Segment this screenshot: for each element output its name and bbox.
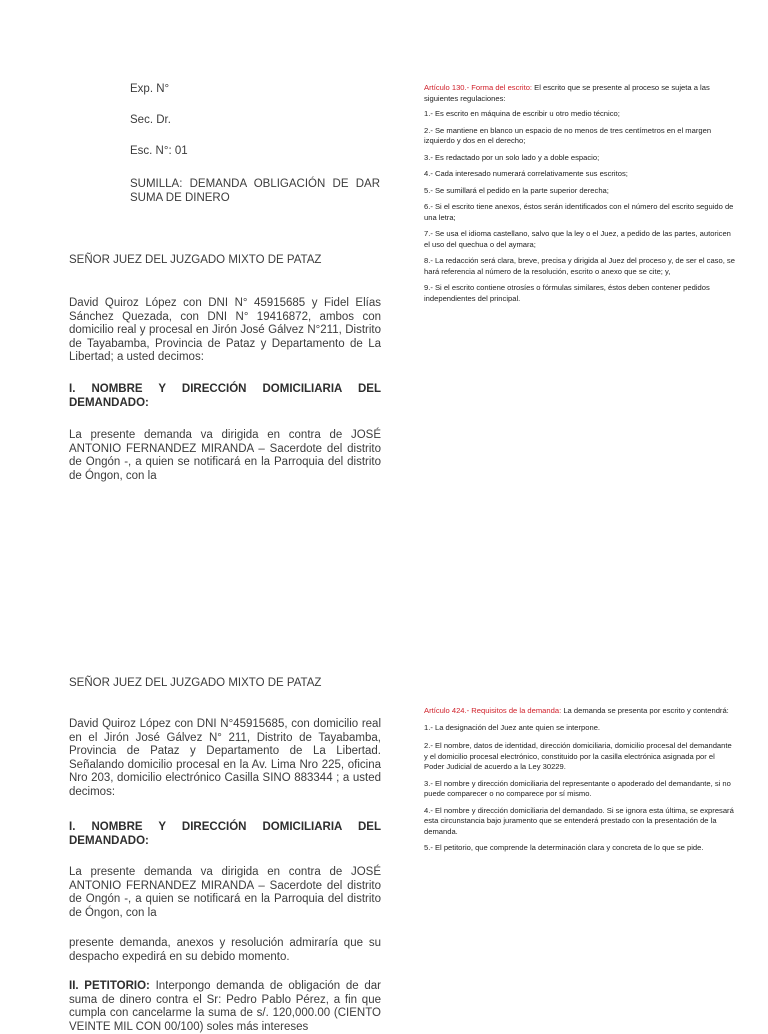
secretary-label: Sec. Dr.	[130, 114, 171, 126]
note-item: 1.- La designación del Juez ante quien se interpone.	[424, 722, 601, 732]
article-lead: El escrito que se presente al proceso se sujeta a las siguientes regulaciones:	[424, 83, 710, 103]
note-item: 5.- El petitorio, que comprende la determinación clara y concreta de lo que se pide.	[424, 843, 704, 852]
demandado-paragraph: La presente demanda va dirigida en contra de JOSÉ ANTONIO FERNANDEZ MIRANDA – Sacerdote del distrito de Ongón -, a quien se notificará en la Parroquia del distrito de Óngon, con la	[69, 866, 381, 919]
continuation-paragraph: presente demanda, anexos y resolución admiraría que su despacho expedirá en su debido momento.	[69, 937, 381, 963]
addressee: SEÑOR JUEZ DEL JUZGADO MIXTO DE PATAZ	[69, 677, 322, 689]
demandado-paragraph: La presente demanda va dirigida en contra de JOSÉ ANTONIO FERNANDEZ MIRANDA – Sacerdote del distrito de Ongón -, a quien se notificará en la Parroquia del distrito de Óngon, con la	[69, 429, 381, 482]
note-item: 2.- El nombre, datos de identidad, dirección domiciliaria, domicilio procesal del demandante y el domicilio procesal electrónico, constituido por la casilla electrónica asignada por el Poder Judicial de acuerdo a la Ley 30229.	[424, 741, 732, 771]
note-item: 3.- Es redactado por un solo lado y a doble espacio;	[424, 152, 600, 162]
section-heading-demandado: I. NOMBRE Y DIRECCIÓN DOMICILIARIA DEL DEMANDADO:	[69, 821, 381, 847]
petitorio-label: II. PETITORIO:	[69, 980, 150, 992]
sumilla: SUMILLA: DEMANDA OBLIGACIÓN DE DAR SUMA DE DINERO	[130, 178, 380, 204]
petitorio-paragraph	[69, 980, 381, 1034]
note-item: 1.- Es escrito en máquina de escribir u otro medio técnico;	[424, 109, 620, 118]
note-item: 5.- Se sumillará el pedido en la parte superior derecha;	[424, 185, 609, 195]
note-item: 7.- Se usa el idioma castellano, salvo que la ley o el Juez, a pedido de las partes, autoricen el uso del quechua o del aymara;	[424, 229, 731, 249]
note-intro	[424, 83, 736, 104]
escrito-number: Esc. N°: 01	[130, 145, 188, 157]
note-item: 2.- Se mantiene en blanco un espacio de no menos de tres centímetros en el margen izquierdo y dos en el derecho;	[424, 125, 712, 145]
note-intro	[424, 706, 736, 717]
margin-note-articulo-424	[424, 706, 736, 854]
addressee: SEÑOR JUEZ DEL JUZGADO MIXTO DE PATAZ	[69, 254, 322, 266]
section-heading-demandado: I. NOMBRE Y DIRECCIÓN DOMICILIARIA DEL DEMANDADO:	[69, 383, 381, 409]
note-item: 4.- Cada interesado numerará correlativamente sus escritos;	[424, 169, 628, 178]
article-title: Artículo 424.- Requisitos de la demanda:	[424, 706, 562, 715]
note-item: 8.- La redacción será clara, breve, precisa y dirigida al Juez del proceso y, de ser el caso, se hará referencia al número de la resolución, escrito o anexo que se cite; y,	[424, 256, 735, 276]
note-item: 4.- El nombre y dirección domiciliaria del demandado. Si se ignora esta última, se expresará esta circunstancia bajo juramento que se entenderá prestado con la presentación de la demanda.	[424, 805, 734, 836]
article-title: Artículo 130.- Forma del escrito:	[424, 83, 533, 92]
intro-paragraph: David Quiroz López con DNI N°45915685, con domicilio real en el Jirón José Gálvez N° 211, Distrito de Tayabamba, Provincia de Pataz y Departamento de La Libertad. Señalando domicilio procesal en la Av. Lima Nro 225, oficina Nro 203, domicilio electrónico Casilla SINO 883344 ; a usted decimos:	[69, 718, 381, 798]
petitorio-body: Interpongo demanda de obligación de dar suma de dinero contra el Sr: Pedro Pablo Pérez, a fin que cumpla con cancelarme la suma de s/. 120,000.00 (CIENTO VEINTE MIL CON 00/100) soles más intereses	[69, 980, 381, 1033]
intro-paragraph: David Quiroz López con DNI N° 45915685 y Fidel Elías Sánchez Quezada, con DNI N° 19416872, ambos con domicilio real y procesal en Jirón José Gálvez N°211, Distrito de Tayabamba, Provincia de Pataz y Departamento de La Libertad; a usted decimos:	[69, 297, 381, 363]
note-item: 3.- El nombre y dirección domiciliaria del representante o apoderado del demandante, si no puede comparecer o no comparece por sí mismo.	[424, 778, 731, 798]
note-item: 9.- Si el escrito contiene otrosíes o fórmulas similares, éstos deben contener pedidos independientes del principal.	[424, 283, 710, 303]
note-item: 6.- Si el escrito tiene anexos, éstos serán identificados con el número del escrito seguido de una letra;	[424, 202, 734, 222]
article-lead: La demanda se presenta por escrito y contendrá:	[561, 706, 729, 715]
margin-note-articulo-130	[424, 83, 736, 304]
expediente-number: Exp. N°	[130, 83, 170, 95]
